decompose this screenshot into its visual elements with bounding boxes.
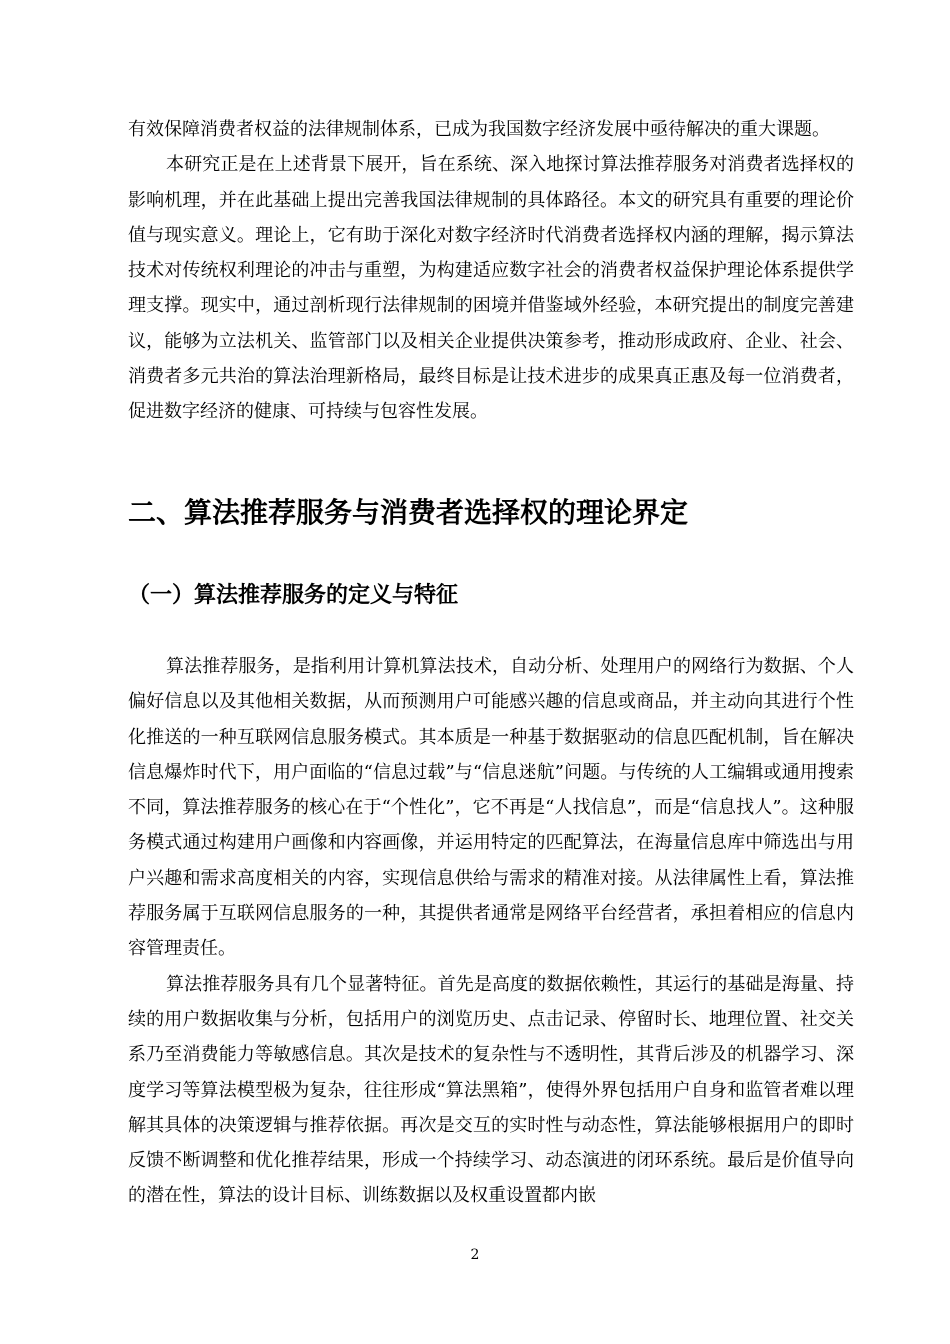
subsection-heading: （一）算法推荐服务的定义与特征 — [128, 583, 459, 608]
intro-text — [128, 112, 854, 430]
body-paragraph-1: 算法推荐服务，是指利用计算机算法技术，自动分析、处理用户的网络行为数据、个人偏好信息以及其他相关数据，从而预测用户可能感兴趣的信息或商品，并主动向其进行个性化推送的一种互联网信息服务模式。其本质是一种基于数据驱动的信息匹配机制，旨在解决信息爆炸时代下，用户面临的“信息过载”与“信息迷航”问题。与传统的人工编辑或通用搜索不同，算法推荐服务的核心在于“个性化”，它不再是“人找信息”，而是“信息找人”。这种服务模式通过构建用户画像和内容画像，并运用特定的匹配算法，在海量信息库中筛选出与用户兴趣和需求高度相关的内容，实现信息供给与需求的精准对接。从法律属性上看，算法推荐服务属于互联网信息服务的一种，其提供者通常是网络平台经营者，承担着相应的信息内容管理责任。 — [128, 656, 854, 960]
intro-paragraph-1: 有效保障消费者权益的法律规制体系，已成为我国数字经济发展中亟待解决的重大课题。 — [128, 119, 830, 140]
body-text — [128, 649, 854, 1214]
section-heading: 二、算法推荐服务与消费者选择权的理论界定 — [128, 496, 689, 529]
body-paragraph-2: 算法推荐服务具有几个显著特征。首先是高度的数据依赖性，其运行的基础是海量、持续的用户数据收集与分析，包括用户的浏览历史、点击记录、停留时长、地理位置、社交关系乃至消费能力等敏感信息。其次是技术的复杂性与不透明性，其背后涉及的机器学习、深度学习等算法模型极为复杂，往往形成“算法黑箱”，使得外界包括用户自身和监管者难以理解其具体的决策逻辑与推荐依据。再次是交互的实时性与动态性，算法能够根据用户的即时反馈不断调整和优化推荐结果，形成一个持续学习、动态演进的闭环系统。最后是价值导向的潜在性，算法的设计目标、训练数据以及权重设置都内嵌 — [128, 973, 854, 1207]
intro-paragraph-2: 本研究正是在上述背景下展开，旨在系统、深入地探讨算法推荐服务对消费者选择权的影响机理，并在此基础上提出完善我国法律规制的具体路径。本文的研究具有重要的理论价值与现实意义。理论上，它有助于深化对数字经济时代消费者选择权内涵的理解，揭示算法技术对传统权利理论的冲击与重塑，为构建适应数字社会的消费者权益保护理论体系提供学理支撑。现实中，通过剖析现行法律规制的困境并借鉴域外经验，本研究提出的制度完善建议，能够为立法机关、监管部门以及相关企业提供决策参考，推动形成政府、企业、社会、消费者多元共治的算法治理新格局，最终目标是让技术进步的成果真正惠及每一位消费者，促进数字经济的健康、可持续与包容性发展。 — [128, 154, 854, 423]
page-number: 2 — [470, 1247, 480, 1263]
